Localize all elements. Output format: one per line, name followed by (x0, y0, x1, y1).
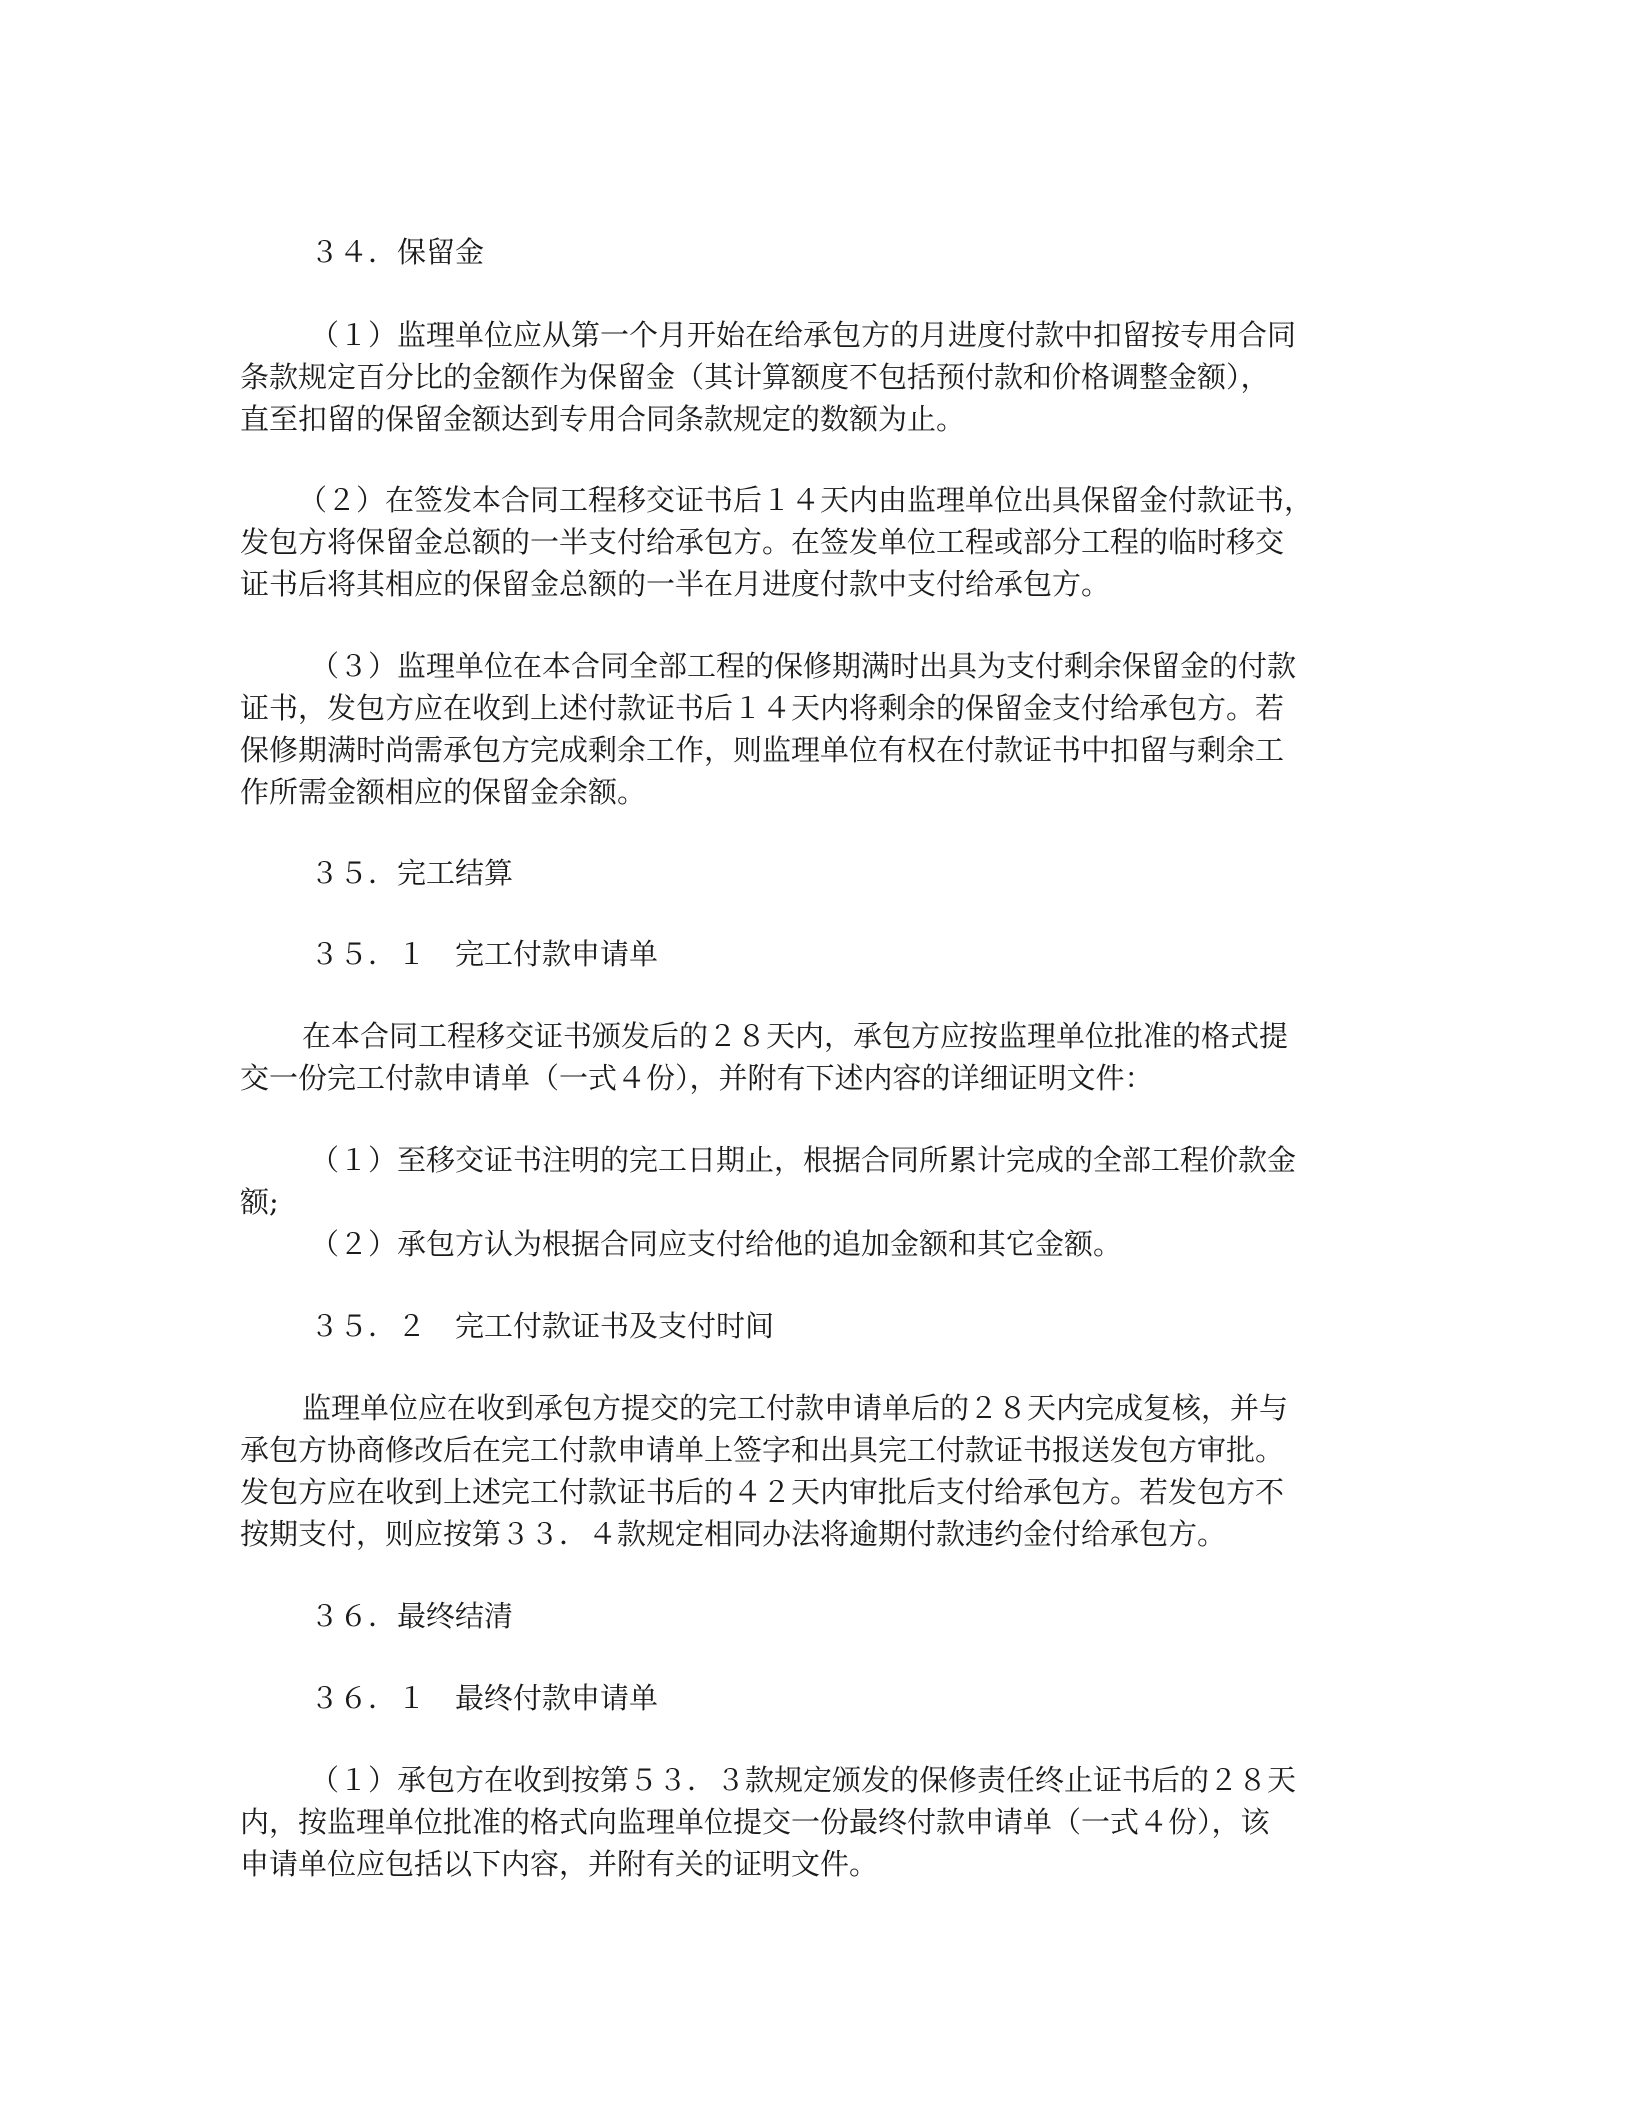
section-36-heading: ３６．最终结清 (310, 1599, 514, 1633)
text-line: 作所需金额相应的保留金余额。 (240, 775, 647, 809)
text-line: 证书后将其相应的保留金总额的一半在月进度付款中支付给承包方。 (240, 567, 1111, 601)
section-34-heading: ３４．保留金 (310, 235, 485, 269)
text-line: 申请单位应包括以下内容，并附有关的证明文件。 (240, 1847, 879, 1881)
text-line: （１）至移交证书注明的完工日期止，根据合同所累计完成的全部工程价款金 (310, 1143, 1297, 1177)
text-line: 证书，发包方应在收到上述付款证书后１４天内将剩余的保留金支付给承包方。若 (240, 691, 1285, 725)
text-line: 内，按监理单位批准的格式向监理单位提交一份最终付款申请单（一式４份），该 (240, 1805, 1270, 1839)
text-line: （３）监理单位在本合同全部工程的保修期满时出具为支付剩余保留金的付款 (310, 649, 1297, 683)
text-line: （１）承包方在收到按第５３．３款规定颁发的保修责任终止证书后的２８天 (310, 1763, 1297, 1797)
text-line: （２）在签发本合同工程移交证书后１４天内由监理单位出具保留金付款证书， (298, 483, 1314, 517)
text-line: 发包方应在收到上述完工付款证书后的４２天内审批后支付给承包方。若发包方不 (240, 1475, 1285, 1509)
text-line: 保修期满时尚需承包方完成剩余工作，则监理单位有权在付款证书中扣留与剩余工 (240, 733, 1285, 767)
section-35-heading: ３５．完工结算 (310, 856, 514, 890)
text-line: 额; (240, 1185, 279, 1219)
text-line: 按期支付，则应按第３３．４款规定相同办法将逾期付款违约金付给承包方。 (240, 1517, 1227, 1551)
section-35-1-heading: ３５．１ 完工付款申请单 (310, 937, 659, 971)
text-line: 条款规定百分比的金额作为保留金（其计算额度不包括预付款和价格调整金额）， (240, 360, 1270, 394)
text-line: 交一份完工付款申请单（一式４份），并附有下述内容的详细证明文件： (240, 1061, 1154, 1095)
text-line: 发包方将保留金总额的一半支付给承包方。在签发单位工程或部分工程的临时移交 (240, 525, 1285, 559)
text-line: 直至扣留的保留金额达到专用合同条款规定的数额为止。 (240, 402, 966, 436)
section-36-1-heading: ３６．１ 最终付款申请单 (310, 1681, 659, 1715)
text-line: （２）承包方认为根据合同应支付给他的追加金额和其它金额。 (310, 1227, 1123, 1261)
text-line: 在本合同工程移交证书颁发后的２８天内，承包方应按监理单位批准的格式提 (302, 1019, 1289, 1053)
text-line: （１）监理单位应从第一个月开始在给承包方的月进度付款中扣留按专用合同 (310, 318, 1297, 352)
section-35-2-heading: ３５．２ 完工付款证书及支付时间 (310, 1309, 775, 1343)
text-line: 监理单位应在收到承包方提交的完工付款申请单后的２８天内完成复核，并与 (302, 1391, 1289, 1425)
text-line: 承包方协商修改后在完工付款申请单上签字和出具完工付款证书报送发包方审批。 (240, 1433, 1285, 1467)
